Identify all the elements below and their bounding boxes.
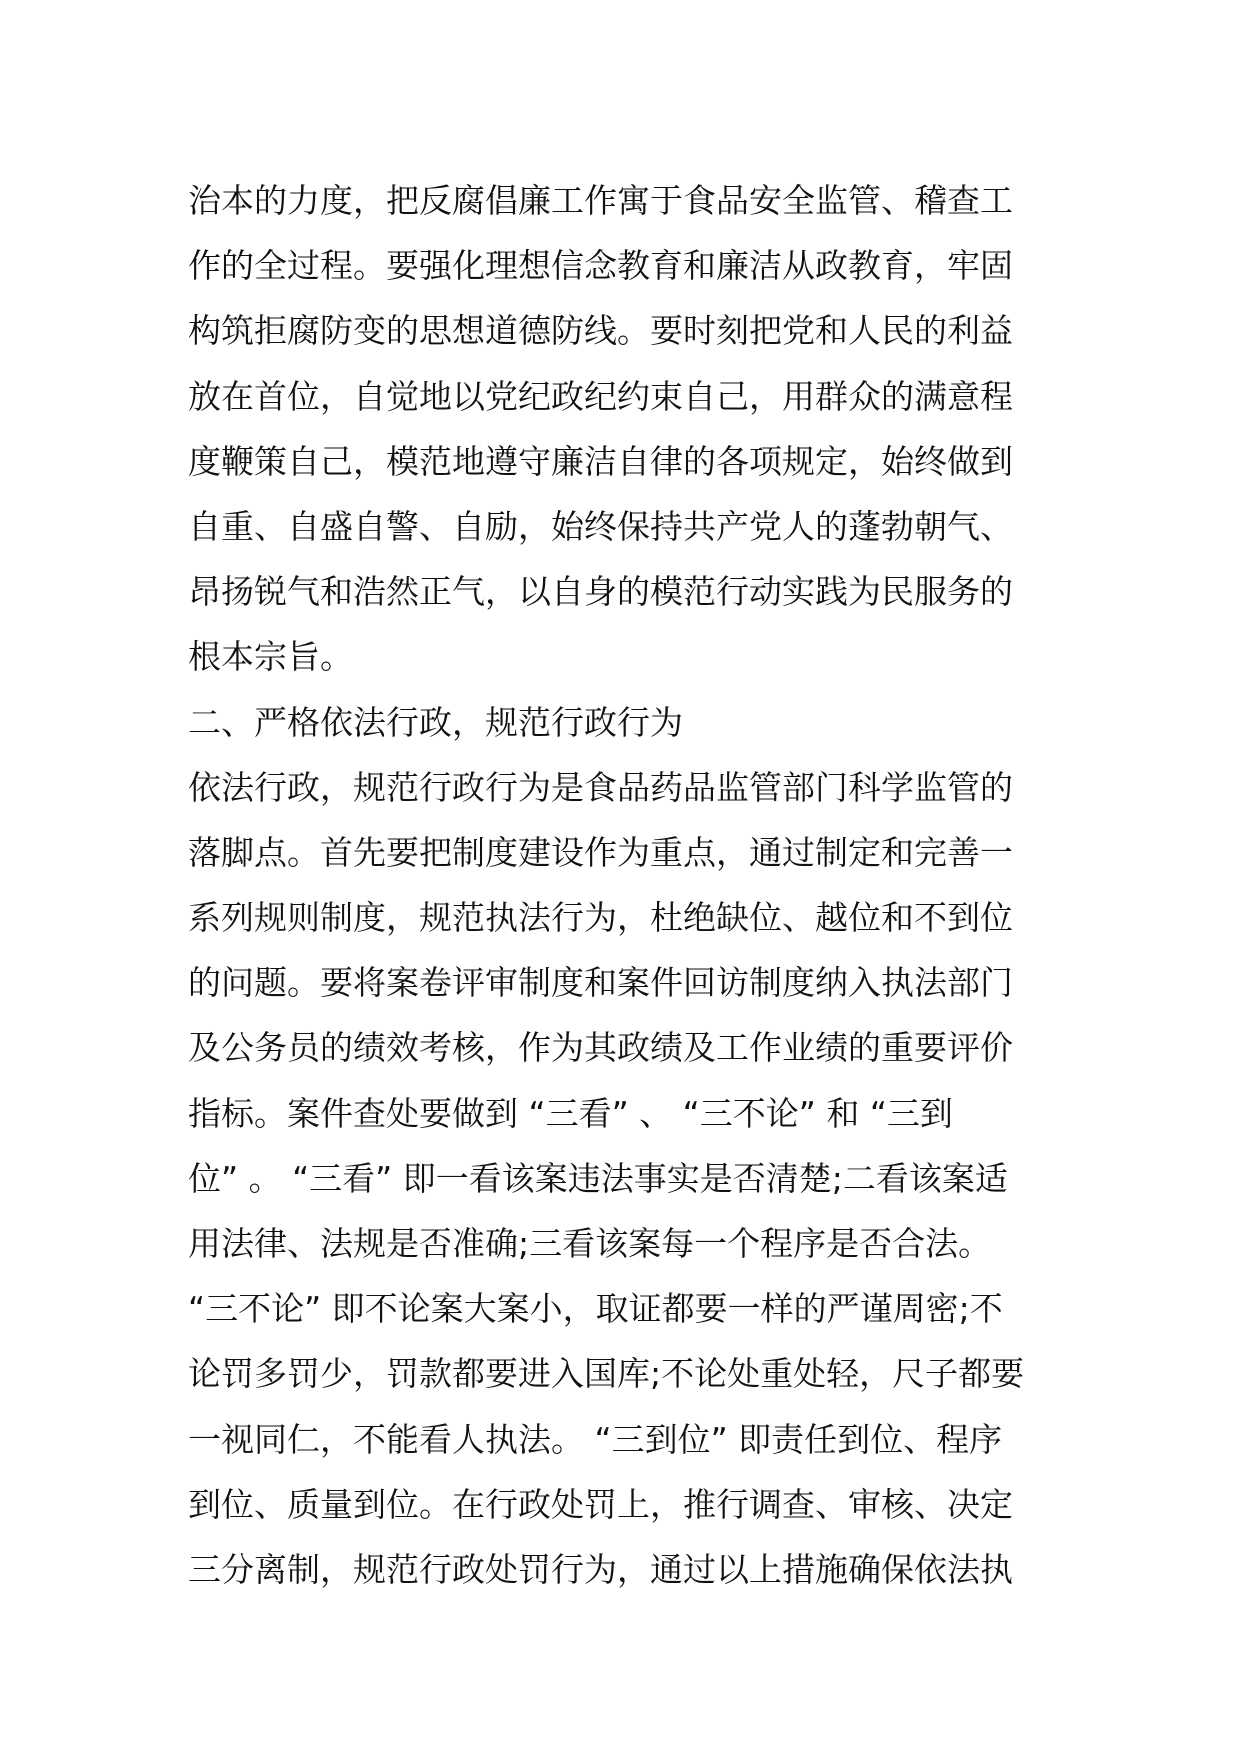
text-line: 一视同仁，不能看人执法。 “三到位” 即责任到位、程序 xyxy=(188,1419,1003,1459)
body-text xyxy=(188,168,1068,1602)
text-line: 落脚点。首先要把制度建设作为重点，通过制定和完善一 xyxy=(188,832,1013,872)
text-line: 构筑拒腐防变的思想道德防线。要时刻把党和人民的利益 xyxy=(188,311,1013,351)
text-line: 系列规则制度，规范执法行为，杜绝缺位、越位和不到位 xyxy=(188,898,1013,938)
text-line: 到位、质量到位。在行政处罚上，推行调查、审核、决定 xyxy=(188,1484,1013,1524)
text-line: 放在首位，自觉地以党纪政纪约束自己，用群众的满意程 xyxy=(188,376,1013,416)
text-line: 治本的力度，把反腐倡廉工作寓于食品安全监管、稽查工 xyxy=(188,181,1013,220)
text-line: 三分离制，规范行政处罚行为，通过以上措施确保依法执 xyxy=(188,1549,1013,1589)
text-line: 度鞭策自己，模范地遵守廉洁自律的各项规定，始终做到 xyxy=(188,441,1013,481)
text-line: 论罚多罚少，罚款都要进入国库;不论处重处轻，尺子都要 xyxy=(188,1354,1025,1394)
text-line: 用法律、法规是否准确;三看该案每一个程序是否合法。 xyxy=(188,1224,992,1263)
text-line: 自重、自盛自警、自励，始终保持共产党人的蓬勃朝气、 xyxy=(188,506,1013,546)
text-line: 指标。案件查处要做到 “三看” 、 “三不论” 和 “三到 xyxy=(188,1093,953,1133)
text-line: 位” 。 “三看” 即一看该案违法事实是否清楚;二看该案适 xyxy=(188,1158,1008,1198)
text-line: 及公务员的绩效考核，作为其政绩及工作业绩的重要评价 xyxy=(188,1028,1013,1068)
section-heading: 二、严格依法行政，规范行政行为 xyxy=(188,702,683,742)
text-line: 昂扬锐气和浩然正气，以自身的模范行动实践为民服务的 xyxy=(188,572,1013,612)
text-line: 根本宗旨。 xyxy=(188,637,353,677)
text-line: “三不论” 即不论案大案小，取证都要一样的严谨周密;不 xyxy=(188,1289,1003,1329)
text-line: 作的全过程。要强化理想信念教育和廉洁从政教育，牢固 xyxy=(188,246,1013,286)
text-line: 的问题。要将案卷评审制度和案件回访制度纳入执法部门 xyxy=(188,963,1013,1003)
text-line: 依法行政，规范行政行为是食品药品监管部门科学监管的 xyxy=(188,767,1013,807)
